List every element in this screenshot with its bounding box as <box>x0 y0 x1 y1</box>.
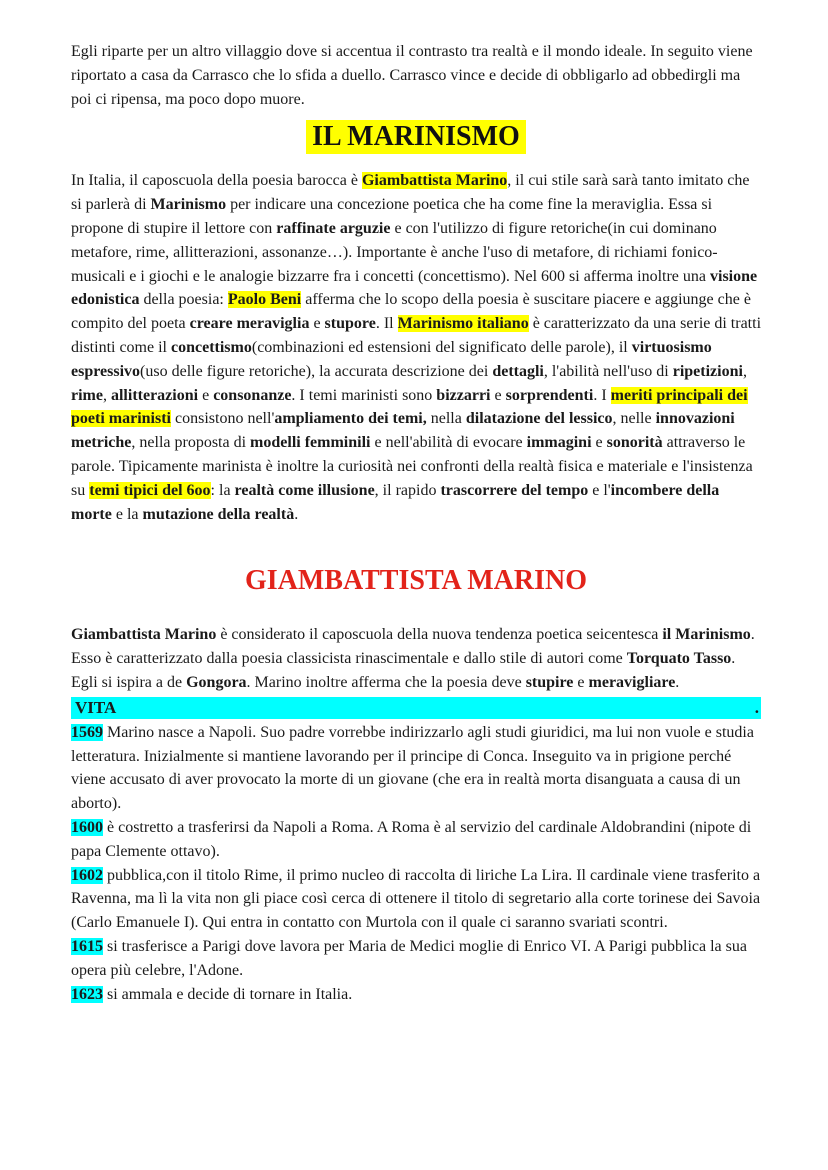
timeline <box>71 721 761 1007</box>
timeline-year: 1569 <box>71 723 103 741</box>
intro-paragraph: Egli riparte per un altro villaggio dove si accentua il contrasto tra realtà e il mondo ideale. In seguito viene riportato a casa da Carrasco che lo sfida a duello. Carrasco vince e decide di obbligarlo ad obbedirgli ma poi ci ripensa, ma poco dopo muore. <box>71 43 753 108</box>
document-page <box>71 40 761 1006</box>
timeline-text: Marino nasce a Napoli. Suo padre vorrebbe indirizzarlo agli studi giuridici, ma lui non vuole e studia letteratura. Inizialmente si mantiene lavorando per il principe di Conca. Inseguito va in prigione perché viene accusato di aver provocato la morte di un giovane (che era in realtà morta disanguata a causa di un aborto). <box>71 723 754 813</box>
timeline-entry <box>71 816 761 864</box>
highlight-paolo-beni: Paolo Beni <box>227 291 302 309</box>
timeline-text: è costretto a trasferirsi da Napoli a Roma. A Roma è al servizio del cardinale Aldobrandini (nipote di papa Clemente ottavo). <box>71 818 752 860</box>
timeline-entry <box>71 721 761 816</box>
vita-heading-bar <box>71 697 761 719</box>
section-title-marinismo <box>71 120 761 160</box>
timeline-text: pubblica,con il titolo Rime, il primo nucleo di raccolta di liriche La Lira. Il cardinale viene trasferito a Ravenna, ma lì la vita non gli piace così cerca di ottenere il titolo di segretario alla corte torinese dei Savoia (Carlo Emanuele I). Qui entra in contatto con Murtola con il quale ci saranno svariati scontri. <box>71 866 761 932</box>
timeline-entry <box>71 935 761 983</box>
highlight-temi-tipici: temi tipici del 6oo <box>89 481 211 499</box>
timeline-entry <box>71 983 761 1007</box>
highlight-meriti-principali: meriti principali dei poeti marinisti <box>71 386 748 428</box>
timeline-entry <box>71 864 761 935</box>
timeline-year: 1615 <box>71 937 103 955</box>
timeline-year: 1600 <box>71 818 103 836</box>
timeline-text: si trasferisce a Parigi dove lavora per Maria de Medici moglie di Enrico VI. A Parigi pubblica la sua opera più celebre, l'Adone. <box>71 937 747 979</box>
section-title-marinismo-text: IL MARINISMO <box>306 120 526 154</box>
timeline-text: si ammala e decide di tornare in Italia. <box>103 985 353 1003</box>
vita-heading: VITA <box>75 697 117 717</box>
vita-dot: . <box>754 697 759 717</box>
section-title-giambattista-marino: GIAMBATTISTA MARINO <box>244 565 587 597</box>
marinismo-paragraph: In Italia, il caposcuola della poesia barocca è Giambattista Marino, il cui stile sarà sarà tanto imitato che si parlerà di Marinismo per indicare una concezione poetica che ha come fine la meraviglia. Essa si propone di stupire il lettore con raffinate arguzie e con l'utilizzo di figure retoriche(in cui dominano metafore, rime, allitterazioni, assonanze…). Importante è anche l'uso di metafore, di richiami fonico-musicali e i giochi e le analogie bizzarre fra i concetti (concettismo). Nel 600 si afferma inoltre una visione edonistica della poesia: Paolo Beni afferma che lo scopo della poesia è suscitare piacere e aggiunge che è compito del poeta creare meraviglia e stupore. Il Marinismo italiano è caratterizzato da una serie di tratti distinti come il concettismo(combinazioni ed estensioni del significato delle parole), il virtuosismo espressivo(uso delle figure retoriche), la accurata descrizione dei dettagli, l'abilità nell'uso di ripetizioni, rime, allitterazioni e consonanze. I temi marinisti sono bizzarri e sorprendenti. I meriti principali dei poeti marinisti consistono nell'ampliamento dei temi, nella dilatazione del lessico, nelle innovazioni metriche, nella proposta di modelli femminili e nell'abilità di evocare immagini e sonorità attraverso le parole. Tipicamente marinista è inoltre la curiosità nei confronti della realtà fisica e materiale e l'insistenza su temi tipici del 6oo: la realtà come illusione, il rapido trascorrere del tempo e l'incombere della morte e la mutazione della realtà. <box>71 172 762 523</box>
highlight-marinismo-italiano: Marinismo italiano <box>397 315 529 333</box>
highlight-giambattista-marino: Giambattista Marino <box>361 172 508 190</box>
timeline-year: 1623 <box>71 985 103 1003</box>
marino-paragraph: Giambattista Marino è considerato il caposcuola della nuova tendenza poetica seicentesca il Marinismo. Esso è caratterizzato dalla poesia classicista rinascimentale e dallo stile di autori come Torquato Tasso. Egli si ispira a de Gongora. Marino inoltre afferma che la poesia deve stupire e meravigliare. <box>71 626 755 691</box>
timeline-year: 1602 <box>71 866 103 884</box>
